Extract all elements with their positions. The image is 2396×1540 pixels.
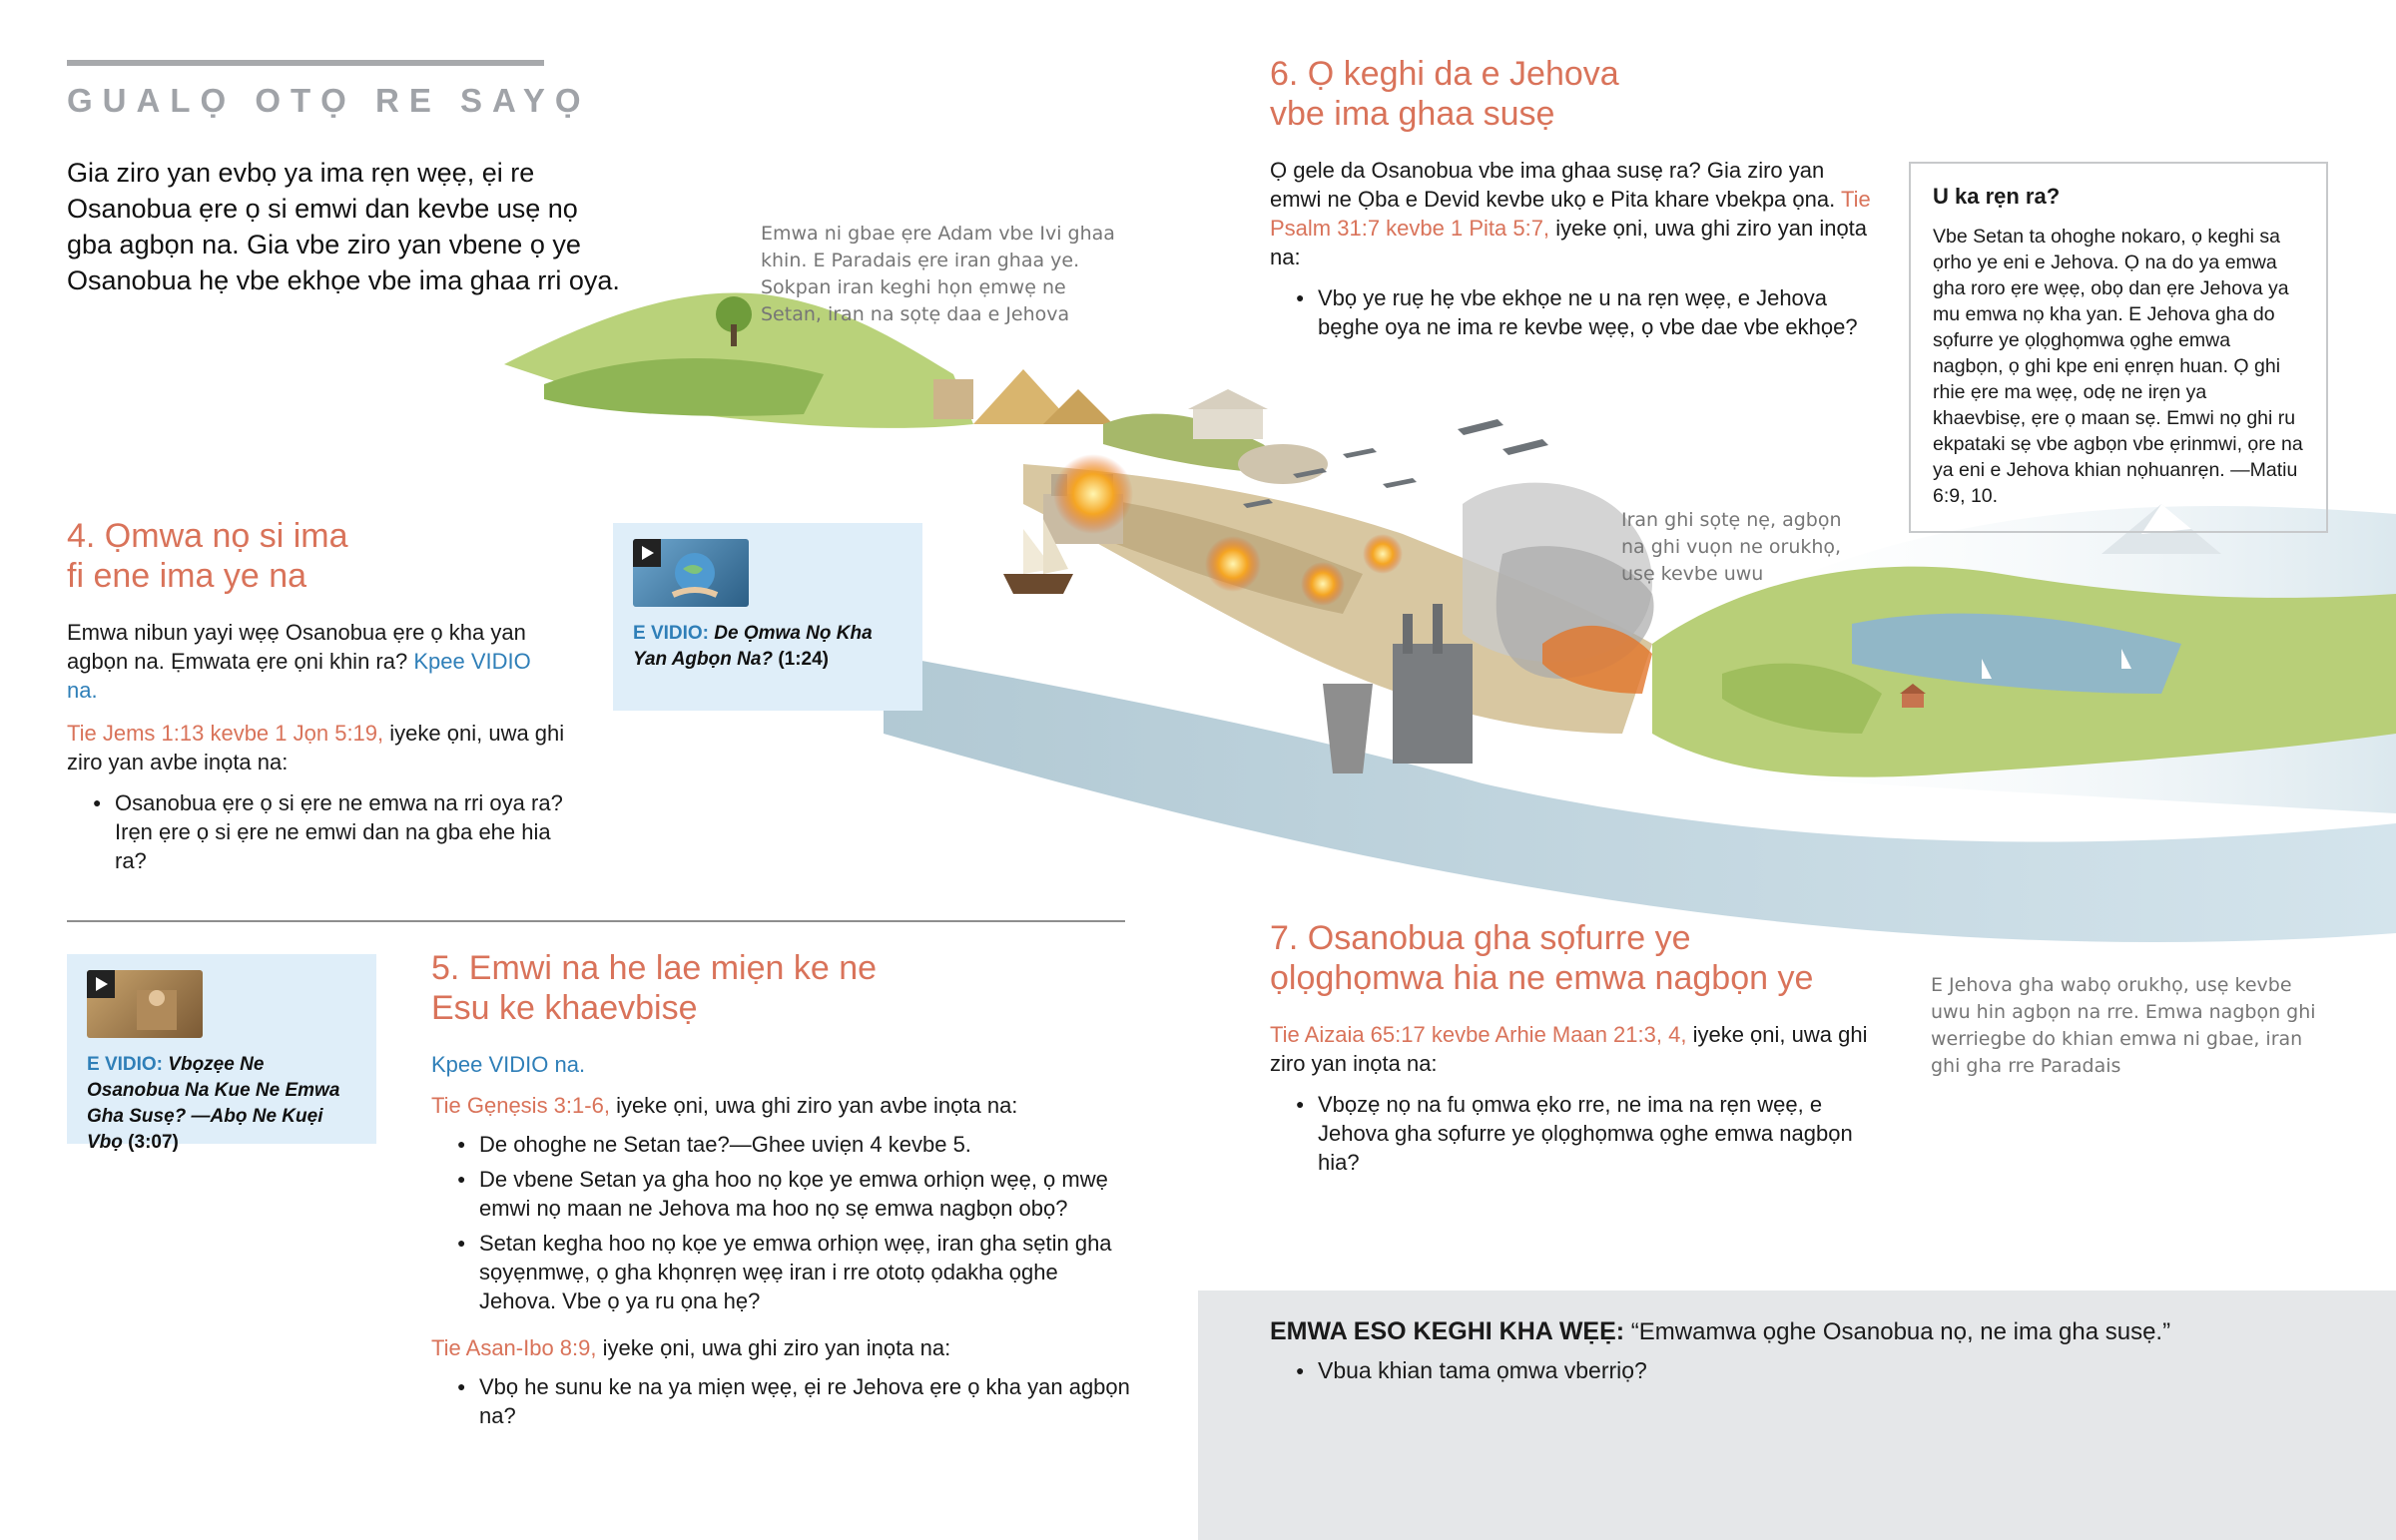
section-5-reading-1: Tie Gẹnẹsis 3:1-6, iyeke ọni, uwa ghi ziro yan avbe inọta na: bbox=[431, 1093, 1018, 1118]
section-6-title: 6. Ọ keghi da e Jehova vbe ima ghaa susẹ bbox=[1270, 55, 1619, 133]
play-icon[interactable] bbox=[633, 539, 661, 567]
section-4-body: Emwa nibun yayi wẹẹ Osanobua ẹre ọ kha yan agbọn na. Ẹmwata ẹre ọni khin ra? Kpee VIDIO na. bbox=[67, 620, 531, 703]
scripture-link-asan-ibo[interactable]: Tie Asan-Ibo 8:9, bbox=[431, 1335, 597, 1360]
section-5 bbox=[431, 948, 1130, 1436]
list-item: ● Vbọ ye ruẹ hẹ vbe ekhọe ne u na rẹn wẹẹ, e Jehova bẹghe oya ne ima re kevbe wẹẹ, ọ vbe dae vbe ekhọe? bbox=[1270, 283, 1879, 341]
section-5-title: 5. Emwi na he lae miẹn ke ne Esu ke khaevbisẹ bbox=[431, 949, 878, 1027]
section-4-reading: Tie Jems 1:13 kevbe 1 Jọn 5:19, iyeke ọni, uwa ghi ziro yan avbe inọta na: bbox=[67, 721, 565, 774]
section-5-reading-2: Tie Asan-Ibo 8:9, iyeke ọni, uwa ghi ziro yan inọta na: bbox=[431, 1335, 951, 1360]
section-5-questions-2 bbox=[431, 1372, 1130, 1430]
video-thumbnail[interactable] bbox=[87, 970, 203, 1038]
section-divider bbox=[67, 920, 1125, 922]
watch-video-link[interactable]: Kpee VIDIO na. bbox=[67, 649, 531, 703]
intro-paragraph: Gia ziro yan evbọ ya ima rẹn wẹẹ, ẹi re Osanobua ẹre ọ si emwi dan kevbe usẹ nọ gba agbọn na. Gia vbe ziro yan vbene ọ ye Osanobua hẹ vbe ekhọe vbe ima ghaa rri oya. bbox=[67, 158, 620, 295]
top-rule bbox=[67, 60, 544, 66]
list-item: ● De ohoghe ne Setan tae?—Ghee uviẹn 4 kevbe 5. bbox=[431, 1130, 1130, 1159]
video-thumbnail[interactable] bbox=[633, 539, 749, 607]
section-7-questions bbox=[1270, 1090, 1879, 1177]
scripture-link-psalm[interactable]: Tie Psalm 31:7 kevbe 1 Pita 5:7, bbox=[1270, 187, 1871, 241]
section-4-questions bbox=[67, 788, 566, 875]
watch-video-link[interactable]: Kpee VIDIO na. bbox=[431, 1052, 586, 1077]
list-item: ● Vbua khian tama ọmwa vberriọ? bbox=[1270, 1356, 2324, 1385]
caption-paradise-lost: Emwa ni gbae ẹre Adam vbe Ivi ghaa khin. E Paradais ẹre iran ghaa ye. Sokpan iran keghi họn ẹmwẹ ne Setan, iran na sọtẹ daa e Jehova bbox=[761, 223, 1115, 325]
list-item: ● Vbọzẹ nọ na fu ọmwa ẹko rre, ne ima na rẹn wẹẹ, e Jehova gha sọfurre ye ọlọghọmwa ọghe emwa nagbọn hia? bbox=[1270, 1090, 1879, 1177]
list-item: ● Vbọ he sunu ke na ya miẹn wẹẹ, ẹi re Jehova ẹre ọ kha yan agbọn na? bbox=[431, 1372, 1130, 1430]
section-5-watch bbox=[431, 1050, 1130, 1079]
some-people-say-line: EMWA ESO KEGHI KHA WẸẸ: “Emwamwa ọghe Osanobua nọ, ne ima gha susẹ.” bbox=[1270, 1317, 2171, 1345]
section-5-questions-1 bbox=[431, 1130, 1130, 1315]
scripture-link-aizaia[interactable]: Tie Aizaia 65:17 kevbe Arhie Maan 21:3, 4, bbox=[1270, 1022, 1687, 1047]
list-item: ● Setan kegha hoo nọ kọe ye emwa orhiọn wẹẹ, iran gha sẹtin gha sọyẹnmwẹ, ọ gha khọnrẹn wẹẹ iran i rre ototọ ọdakha ọghe Jehova. Vbe ọ ya ru ọna hẹ? bbox=[431, 1229, 1130, 1315]
video-1-caption: E VIDIO: De Ọmwa Nọ Kha Yan Agbọn Na? (1:24) bbox=[633, 623, 873, 670]
section-6-questions bbox=[1270, 283, 1879, 341]
sidebar-title: U ka rẹn ra? bbox=[1933, 184, 2061, 209]
section-7-title: 7. Osanobua gha sọfurre ye ọlọghọmwa hia ne emwa nagbọn ye bbox=[1270, 919, 1814, 997]
play-icon[interactable] bbox=[87, 970, 115, 998]
scripture-link-genesis[interactable]: Tie Gẹnẹsis 3:1-6, bbox=[431, 1093, 610, 1118]
some-people-say-box bbox=[1198, 1290, 2396, 1540]
list-item: ● Osanobua ẹre ọ si ẹre ne emwa na rri oya ra? Irẹn ẹre ọ si ẹre ne emwi dan na gba ehe hia ra? bbox=[67, 788, 566, 875]
section-4-title: 4. Ọmwa nọ si ima fi ene ima ye na bbox=[67, 517, 348, 595]
section-7-reading: Tie Aizaia 65:17 kevbe Arhie Maan 21:3, 4, iyeke ọni, uwa ghi ziro yan inọta na: bbox=[1270, 1022, 1868, 1076]
caption-paradise-restored: E Jehova gha wabọ orukhọ, usẹ kevbe uwu hin agbọn na rre. Emwa nagbọn ghi werriegbe do khian emwa ni gbae, iran ghi gha rre Paradais bbox=[1931, 974, 2316, 1077]
video-2-caption: E VIDIO: Vbọzẹe Ne Osanobua Na Kue Ne Emwa Gha Susẹ? —Abọ Ne Kuẹi Vbọ (3:07) bbox=[87, 1054, 340, 1153]
section-4 bbox=[67, 516, 566, 881]
list-item: ● De vbene Setan ya gha hoo nọ kọe ye emwa orhiọn wẹẹ, ọ mwẹ emwi nọ maan ne Jehova ma hoo nọ sẹ emwa nagbọn obọ? bbox=[431, 1165, 1130, 1223]
did-you-know-box bbox=[1909, 162, 2328, 533]
section-7 bbox=[1270, 918, 1879, 1183]
video-box-2[interactable] bbox=[67, 954, 376, 1153]
sidebar-text: Vbe Setan ta ohoghe nokaro, ọ keghi sa ọrho ye eni e Jehova. Ọ na do ya emwa gha roro ẹre wẹẹ, obọ dan ẹre Jehova ya mu emwa nọ kha yan. E Jehova gha do sọfurre ye ọlọghọmwa ọghe emwa nagbọn, ọ ghi kpe eni ẹnrẹn huan. Ọ ghi rhie ẹre ma wẹẹ, odẹ ne irẹn ya khaevbisẹ, ẹre ọ maan sẹ. Emwi nọ ghi ru ekpataki sẹ vbe agbọn vbe ẹrinmwi, ọre na ya eni e Jehova khian nọhuanrẹn. —Matiu 6:9, 10. bbox=[1933, 226, 2303, 507]
summary-questions bbox=[1270, 1356, 2324, 1385]
lesson-kicker: GUALỌ OTỌ RE SAYỌ bbox=[67, 82, 591, 119]
section-6 bbox=[1270, 54, 1879, 347]
video-box-1[interactable] bbox=[613, 523, 922, 711]
caption-war: Iran ghi sọtẹ nẹ, agbọn na ghi vuọn ne orukhọ, usẹ kevbe uwu bbox=[1621, 509, 1842, 585]
section-6-body: Ọ gele da Osanobua vbe ima ghaa susẹ ra? Gia ziro yan emwi ne Ọba e Devid kevbe ukọ e Pita khare vbekpa ọna. Tie Psalm 31:7 kevbe 1 Pita 5:7, iyeke ọni, uwa ghi ziro yan inọta na: bbox=[1270, 158, 1871, 269]
scripture-link-jems[interactable]: Tie Jems 1:13 kevbe 1 Jọn 5:19, bbox=[67, 721, 384, 746]
